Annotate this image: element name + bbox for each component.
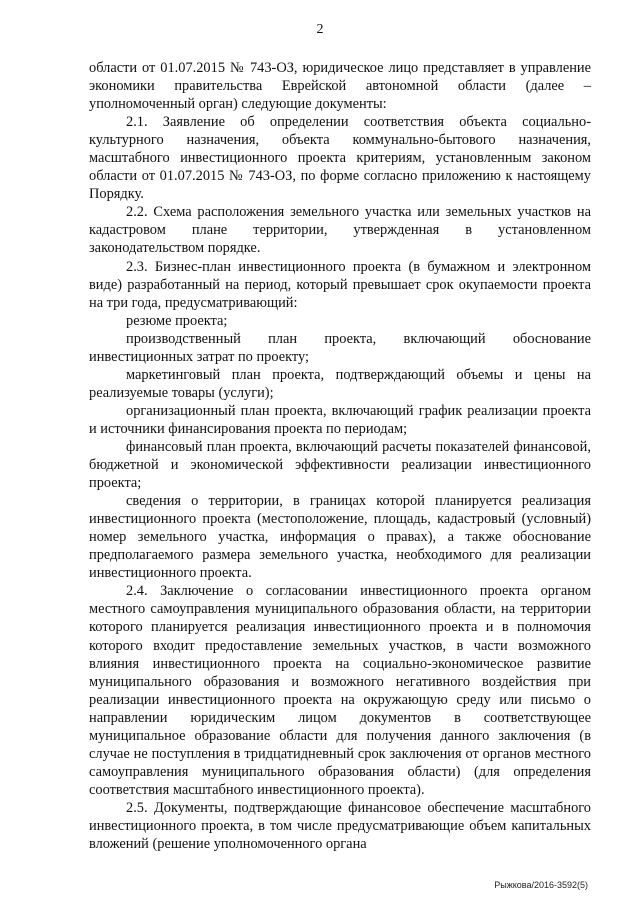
document-body [89, 59, 591, 853]
paragraph-2-2: 2.2. Схема расположения земельного участка или земельных участков на кадастровом плане территории, утвержденная в установленном законодательством порядке. [89, 204, 591, 257]
paragraph-2-5: 2.5. Документы, подтверждающие финансовое обеспечение масштабного инвестиционного проекта, в том числе предусматривающие объем капитальных вложений (решение уполномоченного органа [89, 799, 591, 853]
list-item-territory-info: сведения о территории, в границах которой планируется реализация инвестиционного проекта (местоположение, площадь, кадастровый (условный) номер земельного участка, информация о правах), а также обоснование предполагаемого размера земельного участка, необходимого для реализации инвестиционного проекта. [89, 493, 591, 582]
list-item-production-plan: производственный план проекта, включающий обоснование инвестиционных затрат по проекту; [89, 330, 591, 365]
paragraph-2-4: 2.4. Заключение о согласовании инвестиционного проекта органом местного самоуправления муниципального образования области, на территории которого планируется реализация инвестиционного проекта и в полномочия которого входит предоставление земельных участков, в части возможного влияния инвестиционного проекта на социально-экономическое развитие муниципального образования и возможного негативного воздействия при реализации инвестиционного проекта на окружающую среду или письмо о направлении юридическим лицом документов в соответствующее муниципальное образование области для получения данного заключения (в случае не поступления в тридцатидневный срок заключения от органов местного самоуправления муниципального образования области) (для определения соответствия масштабного инвестиционного проекта). [89, 583, 591, 798]
list-item-financial-plan: финансовый план проекта, включающий расчеты показателей финансовой, бюджетной и экономической эффективности реализации инвестиционного проекта; [89, 438, 591, 492]
list-item-organizational-plan: организационный план проекта, включающий график реализации проекта и источники финансирования проекта по периодам; [89, 402, 591, 437]
page-number: 2 [316, 22, 324, 37]
list-item-summary: резюме проекта; [126, 312, 228, 329]
paragraph-2-1: 2.1. Заявление об определении соответствия объекта социально-культурного назначения, объекта коммунально-бытового назначения, масштабного инвестиционного проекта критериям, установленным законом области от 01.07.2015 № 743-ОЗ, по форме согласно приложению к настоящему Порядку. [89, 114, 591, 203]
paragraph-continuation: области от 01.07.2015 № 743-ОЗ, юридическое лицо представляет в управление экономики правительства Еврейской автономной области (далее – уполномоченный орган) следующие документы: [89, 60, 591, 113]
paragraph-2-3: 2.3. Бизнес-план инвестиционного проекта (в бумажном и электронном виде) разработанный на период, который превышает срок окупаемости проекта на три года, предусматривающий: [89, 258, 591, 311]
list-item-marketing-plan: маркетинговый план проекта, подтверждающий объемы и цены на реализуемые товары (услуги); [89, 366, 591, 401]
footer-reference: Рыжкова/2016-3592(5) [494, 880, 588, 890]
